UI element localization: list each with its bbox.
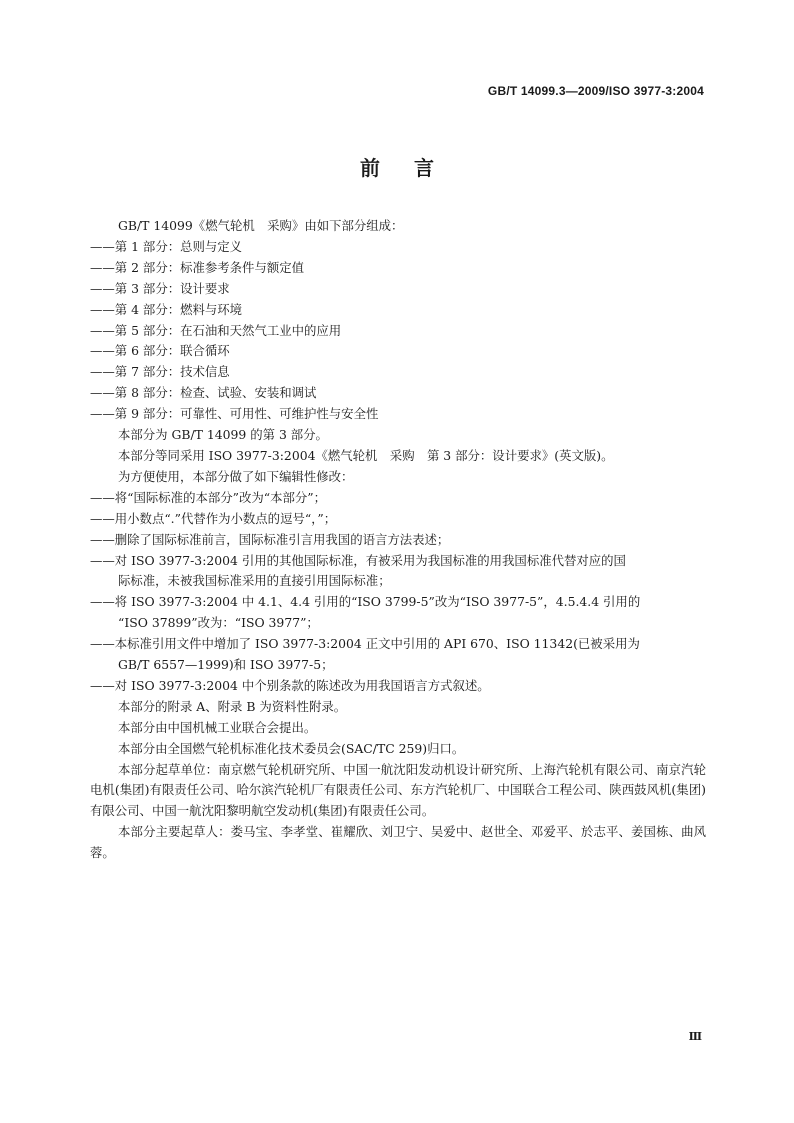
list-item: ——本标准引用文件中增加了 ISO 3977-3:2004 正文中引用的 API 670、ISO 11342(已被采用为 [90,636,640,652]
statement-edits-intro: 为方便使用，本部分做了如下编辑性修改： [118,468,354,484]
list-item: ——第 5 部分：在石油和天然气工业中的应用 [90,322,342,338]
list-item: ——将“国际标准的本部分”改为“本部分”； [90,489,326,505]
parts-list [90,237,706,425]
list-item: ——将 ISO 3977-3:2004 中 4.1、4.4 引用的“ISO 3799-5”改为“ISO 3977-5”，4.5.4.4 引用的 [90,594,641,610]
list-item: ——第 1 部分：总则与定义 [90,238,243,254]
list-item-continuation: 际标准，未被我国标准采用的直接引用国际标准； [118,573,391,589]
managed-by: 本部分由全国燃气轮机标准化技术委员会(SAC/TC 259)归口。 [118,740,465,756]
list-item: ——第 4 部分：燃料与环境 [90,301,243,317]
list-item-continuation: GB/T 6557—1999)和 ISO 3977-5； [118,657,334,673]
drafters: 本部分主要起草人：娄马宝、李孝堂、崔耀欣、刘卫宁、吴爱中、赵世全、邓爱平、於志平、姜国栋、曲风蓉。 [90,824,706,861]
edits-list [90,488,706,697]
list-item: ——第 2 部分：标准参考条件与额定值 [90,259,305,275]
list-item: ——删除了国际标准前言，国际标准引言用我国的语言方法表述； [90,531,450,547]
list-item: ——用小数点“.”代替作为小数点的逗号“，”； [90,510,337,526]
list-item: ——第 9 部分：可靠性、可用性、可维护性与安全性 [90,406,379,422]
list-item: ——第 8 部分：检查、试验、安装和调试 [90,385,317,401]
proposed-by: 本部分由中国机械工业联合会提出。 [118,719,317,735]
intro-line: GB/T 14099《燃气轮机 采购》由如下部分组成： [118,218,404,233]
standard-code-header: GB/T 14099.3—2009/ISO 3977-3:2004 [487,84,704,98]
drafting-units: 本部分起草单位：南京燃气轮机研究所、中国一航沈阳发动机设计研究所、上海汽轮机有限公司、南京汽轮电机(集团)有限责任公司、哈尔滨汽轮机厂有限责任公司、东方汽轮机厂、中国联合工程公司、陕西鼓风机(集团)有限公司、中国一航沈阳黎明航空发动机(集团)有限责任公司。 [90,761,706,819]
page-title: 前言 [360,156,468,180]
list-item: ——第 6 部分：联合循环 [90,343,230,359]
statement-equivalence: 本部分等同采用 ISO 3977-3:2004《燃气轮机 采购 第 3 部分：设计要求》(英文版)。 [118,447,614,463]
list-item: ——对 ISO 3977-3:2004 引用的其他国际标准，有被采用为我国标准的用我国标准代替对应的国 [90,552,626,568]
list-item: ——对 ISO 3977-3:2004 中个别条款的陈述改为用我国语言方式叙述。 [90,677,490,693]
list-item: ——第 7 部分：技术信息 [90,364,230,380]
statement-part: 本部分为 GB/T 14099 的第 3 部分。 [118,427,328,443]
page-number: Ⅲ [688,1030,702,1043]
list-item-continuation: “ISO 37899”改为：“ISO 3977”； [118,615,319,631]
appendix-note: 本部分的附录 A、附录 B 为资料性附录。 [118,698,347,714]
list-item: ——第 3 部分：设计要求 [90,280,230,296]
foreword-body [90,216,706,864]
